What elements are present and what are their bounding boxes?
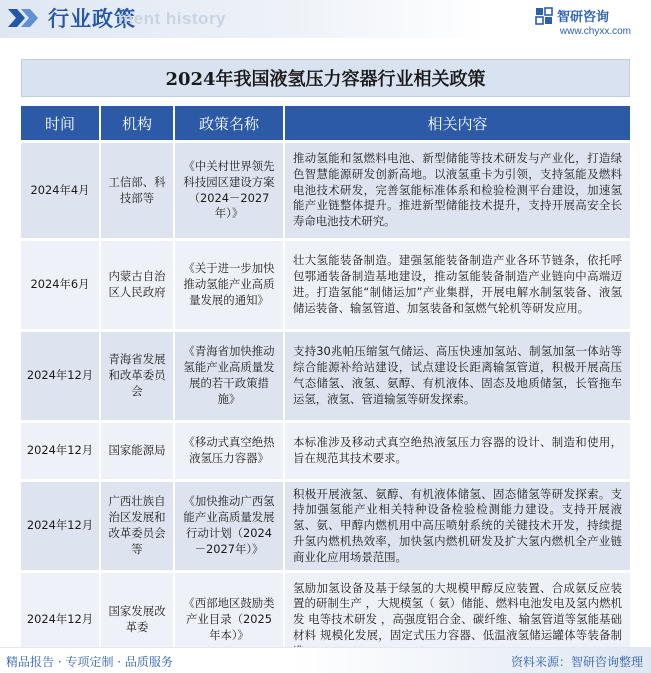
table-header-row	[21, 106, 630, 140]
footer-source: 资料来源：智研咨询整理	[510, 655, 643, 669]
footer	[0, 647, 651, 673]
header-content: 相关内容	[285, 106, 630, 140]
brand	[535, 6, 631, 26]
cell-policy-name: 《关于进一步加快推动氢能产业高质量发展的通知》	[175, 241, 285, 329]
cell-policy-name: 《加快推动广西氢能产业高质量发展行动计划（2024－2027年）》	[175, 482, 285, 570]
policy-table	[21, 103, 630, 670]
table-row	[21, 332, 630, 420]
cell-content: 支持30兆帕压缩氢气储运、高压快速加氢站、制氢加氢一体站等综合能源补给站建设，试点建设长距离输氢管道，积极开展高压气态储氢、液氢、氨醇、有机液体、固态及地质储氢，长管拖车运氢，液氢、管道输氢等研发探索。	[285, 332, 630, 420]
cell-policy-name: 《西部地区鼓励类产业目录（2025年本）》	[175, 573, 285, 667]
cell-org: 工信部、科技部等	[101, 143, 175, 238]
top-header	[0, 0, 651, 38]
cell-content: 积极开展液氢、氨醇、有机液体储氢、固态储氢等研发探索。支持加强氢能产业相关特种设备检验检测能力建设。支持开展液氢、氨、甲醇内燃机用中高压喷射系统的关键技术开发，持续提升氢内燃机热效率，加快氢内燃机研发及扩大氢内燃机全产业链商业化应用场景范围。	[285, 482, 630, 570]
cell-policy-name: 《移动式真空绝热液氢压力容器》	[175, 423, 285, 479]
cell-policy-name: 《青海省加快推动氢能产业高质量发展的若干政策措施》	[175, 332, 285, 420]
cell-content: 氢励加氢设备及基于绿氢的大规模甲醇反应装置、合成氨反应装 置的研制生产 ，大规模氢（ 氨）储能、燃料电池发电及氢内燃机发 电等技术研发 ，高强度铝合金、碳纤维、输氢管道等氢能基础材料 规模化发展，固定式压力容器、低温液氢储运罐体等装备制	[285, 573, 630, 667]
cell-time: 2024年12月	[21, 573, 101, 667]
cell-time: 2024年12月	[21, 423, 101, 479]
table-row	[21, 143, 630, 238]
footer-tagline: 精品报告 · 专项定制 · 品质服务	[6, 655, 173, 669]
header-org: 机构	[101, 106, 175, 140]
section-title: 行业政策	[48, 7, 136, 31]
brand-logo-icon	[535, 7, 553, 25]
cell-time: 2024年6月	[21, 241, 101, 329]
table-row	[21, 423, 630, 479]
brand-url: www.chyxx.com	[559, 26, 631, 37]
header-policy-name: 政策名称	[175, 106, 285, 140]
cell-policy-name: 《中关村世界领先科技园区建设方案（2024－2027年）》	[175, 143, 285, 238]
cell-time: 2024年4月	[21, 143, 101, 238]
document-title: 2024年我国液氢压力容器行业相关政策	[165, 69, 486, 90]
cell-time: 2024年12月	[21, 332, 101, 420]
cell-time: 2024年12月	[21, 482, 101, 570]
table-row	[21, 482, 630, 570]
cell-content: 本标准涉及移动式真空绝热液氢压力容器的设计、制造和使用，旨在规范其技术要求。	[285, 423, 630, 479]
header-time: 时间	[21, 106, 101, 140]
table-row	[21, 241, 630, 329]
cell-org: 国家发展改革委	[101, 573, 175, 667]
cell-org: 国家能源局	[101, 423, 175, 479]
double-chevron-icon	[8, 9, 42, 27]
cell-content: 壮大氢能装备制造。建强氢能装备制造产业各环节链条，依托呼包鄂通装备制造基地建设，推动氢能装备制造产业链向中高端迈进。打造氢能“制储运加”产业集群，开展电解水制氢装备、液氢储运装备、输氢管道、加氢装备和氢燃气轮机等研发应用。	[285, 241, 630, 329]
header-watermark: ment history	[118, 9, 227, 28]
cell-org: 内蒙古自治区人民政府	[101, 241, 175, 329]
cell-content: 推动氢能和氢燃料电池、新型储能等技术研发与产业化，打造绿色智慧能源研发创新高地。以液氢重卡为引领，支持氢能及燃料电池技术研发，完善氢能标准体系和检验检测平台建设，加速氢能产业链整体提升。推进新型储能技术提升，支持开展高安全长寿命电池技术研究。	[285, 143, 630, 238]
brand-name: 智研咨询	[557, 10, 610, 25]
cell-org: 广西壮族自治区发展和改革委员会等	[101, 482, 175, 570]
cell-org: 青海省发展和改革委员会	[101, 332, 175, 420]
title-bar	[21, 59, 630, 97]
